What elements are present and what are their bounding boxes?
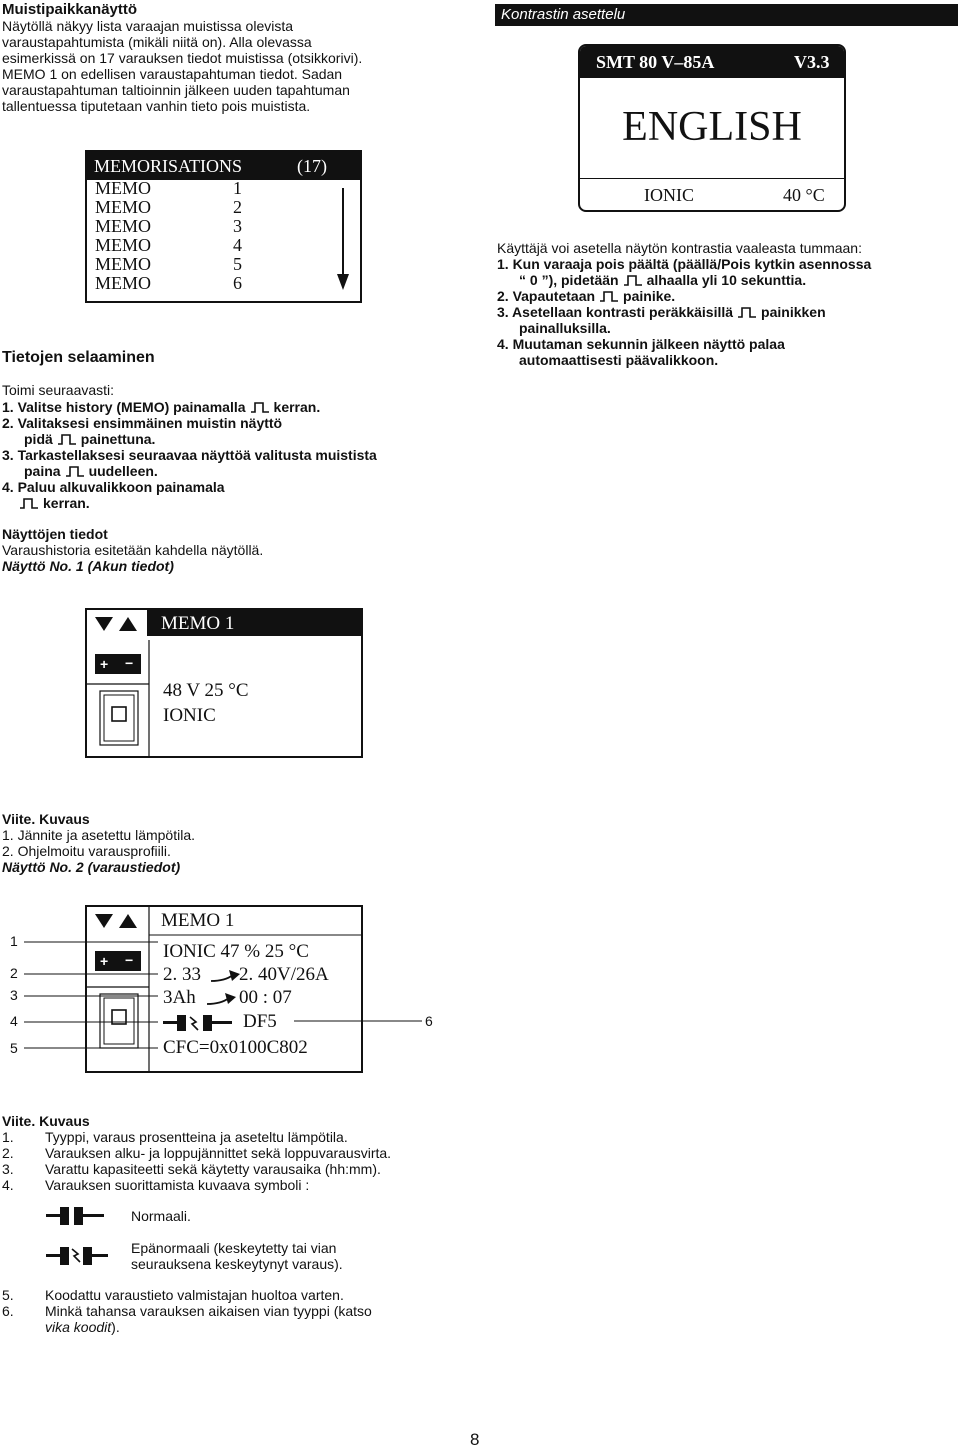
legend2-item: Koodattu varaustieto valmistajan huoltoa varten. — [45, 1287, 344, 1303]
battery-icon — [95, 951, 141, 971]
memo-row: MEMO 4 — [95, 235, 242, 255]
abnormal-label-cont: seurauksena keskeytynyt varaus). — [131, 1256, 343, 1272]
legend2-item: Varauksen alku- ja loppujännittet sekä loppuvarausvirta. — [45, 1145, 392, 1161]
screen2-line2-start: 2. 33 — [163, 964, 201, 985]
legend2-item: Tyyppi, varaus prosentteina ja aseteltu lämpötila. — [45, 1129, 348, 1145]
lcd-model: SMT 80 V–85A — [596, 52, 715, 72]
navigation-arrows-icon — [95, 616, 141, 632]
button-pulse-icon — [66, 466, 84, 477]
memo-row: MEMO 6 — [95, 273, 242, 293]
memory-text-line: tallentuessa tiputetaan vanhin tieto pois muistista. — [2, 98, 311, 114]
legend2-item-num: 2. — [2, 1145, 14, 1161]
callout-5: 5 — [10, 1040, 18, 1056]
lcd-language: ENGLISH — [622, 104, 802, 150]
legend1-item: 2. Ohjelmoitu varausprofiili. — [2, 843, 171, 859]
memory-text-line: varaustapahtuman taltioinnin jälkeen uuden tapahtuman — [2, 82, 350, 98]
page-number: 8 — [470, 1430, 480, 1449]
screen2-line2-end: 2. 40V/26A — [239, 964, 329, 985]
screen2-display — [85, 905, 363, 1073]
screen2-line1: IONIC 47 % 25 °C — [163, 941, 309, 962]
legend2-item-num: 3. — [2, 1161, 14, 1177]
screen2-caption: Näyttö No. 2 (varaustiedot) — [2, 859, 181, 875]
screen1-caption: Näyttö No. 1 (Akun tiedot) — [2, 558, 174, 574]
memo-row: MEMO 2 — [95, 197, 242, 217]
charge-status-normal-icon — [46, 1206, 106, 1226]
section-title-memory: Muistipaikkanäyttö — [2, 1, 138, 18]
contrast-step-3-cont: painalluksilla. — [519, 320, 611, 336]
button-pulse-icon — [738, 307, 756, 318]
contrast-step-2: 2. Vapautetaan painike. — [497, 288, 676, 304]
memo-row: MEMO 3 — [95, 216, 242, 236]
svg-text:−: − — [125, 655, 134, 671]
memory-text-line: esimerkissä on 17 varauksen tiedot muistissa (otsikkorivi). — [2, 50, 363, 66]
memory-text-line: MEMO 1 on edellisen varaustapahtuman tiedot. Sadan — [2, 66, 343, 82]
arrow-right-icon — [211, 969, 241, 983]
memorisations-header — [87, 152, 360, 180]
charge-status-abnormal-icon — [163, 1013, 243, 1033]
contrast-step-4: 4. Muutaman sekunnin jälkeen näyttö palaa — [497, 336, 785, 352]
lcd-version: V3.3 — [794, 52, 830, 72]
callout-2: 2 — [10, 965, 18, 981]
contrast-step-1: 1. Kun varaaja pois päältä (päällä/Pois kytkin asennossa — [497, 256, 872, 272]
button-pulse-icon — [58, 434, 76, 445]
svg-text:−: − — [125, 952, 134, 968]
browse-intro: Toimi seuraavasti: — [2, 382, 115, 398]
screen2-line3-start: 3Ah — [163, 987, 196, 1008]
screen2-line5: CFC=0x0100C802 — [163, 1037, 308, 1058]
button-pulse-icon — [624, 275, 642, 286]
contrast-step-3: 3. Asetellaan kontrasti peräkkäisillä painikken — [497, 304, 826, 320]
legend2-item: Varattu kapasiteetti sekä käytetty varausaika (hh:mm). — [45, 1161, 381, 1177]
screen1-line1: 48 V 25 °C — [163, 680, 249, 701]
lcd-divider — [580, 178, 844, 179]
button-pulse-icon — [20, 498, 38, 509]
callout-4: 4 — [10, 1013, 18, 1029]
contrast-intro: Käyttäjä voi asetella näytön kontrastia vaaleasta tummaan: — [497, 240, 862, 256]
screen1-display — [85, 608, 363, 758]
contrast-step-4-cont: automaattisesti päävalikkoon. — [519, 352, 719, 368]
memorisations-header-label: MEMORISATIONS — [94, 156, 243, 176]
screen2-line3-end: 00 : 07 — [239, 987, 292, 1008]
browse-step-2: 2. Valitaksesi ensimmäinen muistin näyttö — [2, 415, 283, 431]
button-pulse-icon — [251, 402, 269, 413]
screens-text: Varaushistoria esitetään kahdella näytöllä. — [2, 542, 264, 558]
legend2-item-num: 6. — [2, 1303, 14, 1319]
lcd-temp: 40 °C — [783, 185, 825, 205]
section-title-browse: Tietojen selaaminen — [2, 349, 155, 366]
browse-step-4-cont: kerran. — [20, 495, 90, 511]
memory-text-line: varaustapahtumista (mikäli niitä on). Alla olevassa — [2, 34, 312, 50]
browse-step-3-cont: paina uudelleen. — [24, 463, 158, 479]
scroll-down-arrow-icon — [335, 188, 351, 292]
arrow-right-icon — [207, 992, 237, 1006]
charger-icon — [99, 993, 139, 1049]
svg-text:+: + — [100, 953, 109, 969]
abnormal-label: Epänormaali (keskeytetty tai vian — [131, 1240, 337, 1256]
lcd-profile: IONIC — [644, 185, 694, 205]
section-title-screens: Näyttöjen tiedot — [2, 526, 108, 542]
callout-3: 3 — [10, 987, 18, 1003]
screen2-line4: DF5 — [243, 1011, 277, 1032]
legend2-item-cont: vika koodit). — [45, 1319, 120, 1335]
callout-6: 6 — [425, 1013, 433, 1029]
memorisations-count: (17) — [297, 156, 327, 176]
browse-step-2-cont: pidä painettuna. — [24, 431, 156, 447]
legend1-item: 1. Jännite ja asetettu lämpötila. — [2, 827, 196, 843]
legend2-item-num: 4. — [2, 1177, 14, 1193]
legend2-item: Varauksen suorittamista kuvaava symboli : — [45, 1177, 310, 1193]
charger-icon — [99, 690, 139, 746]
legend2-item-num: 5. — [2, 1287, 14, 1303]
svg-text:+: + — [100, 656, 109, 672]
memo-row: MEMO 1 — [95, 178, 242, 198]
browse-step-3: 3. Tarkastellaksesi seuraavaa näyttöä valitusta muistista — [2, 447, 377, 463]
contrast-step-1-cont: “ 0 ”), pidetään alhaalla yli 10 sekunttia. — [519, 272, 807, 288]
memorisations-display — [85, 150, 362, 303]
contrast-lcd-display — [578, 44, 846, 212]
normal-label: Normaali. — [131, 1208, 191, 1224]
charge-status-abnormal-icon — [46, 1246, 110, 1266]
memory-text-line: Näytöllä näkyy lista varaajan muistissa olevista — [2, 18, 294, 34]
browse-step-4: 4. Paluu alkuvalikkoon painamala — [2, 479, 225, 495]
screen1-title: MEMO 1 — [161, 613, 235, 634]
section-header-contrast: Kontrastin asettelu — [495, 4, 958, 26]
legend2-heading: Viite. Kuvaus — [2, 1113, 90, 1129]
callout-1: 1 — [10, 933, 18, 949]
screen2-title: MEMO 1 — [161, 910, 235, 931]
screen1-line2: IONIC — [163, 705, 216, 726]
button-pulse-icon — [600, 291, 618, 302]
legend1-heading: Viite. Kuvaus — [2, 811, 90, 827]
memo-row: MEMO 5 — [95, 254, 242, 274]
legend2-item: Minkä tahansa varauksen aikaisen vian tyyppi (katso — [45, 1303, 372, 1319]
legend2-item-num: 1. — [2, 1129, 14, 1145]
browse-step-1: 1. Valitse history (MEMO) painamalla kerran. — [2, 399, 321, 415]
